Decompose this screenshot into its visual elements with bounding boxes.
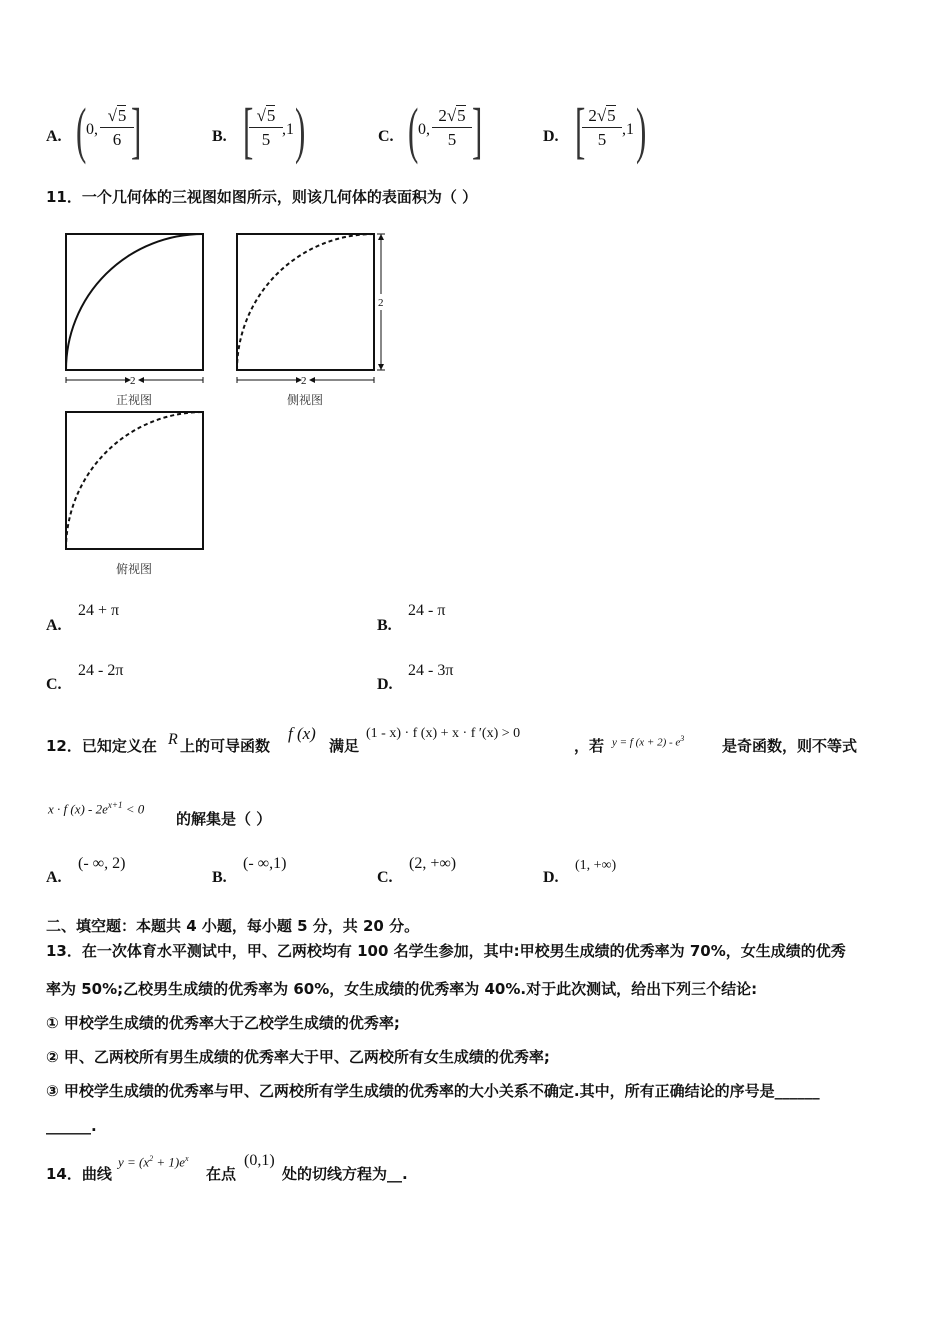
q10-d-coef: 2 (588, 106, 597, 125)
q12-t1: 上的可导函数 (180, 737, 271, 755)
side-view-dashed-arc (237, 234, 374, 370)
q14-t2: 在点 (206, 1165, 237, 1183)
q11-stem: 11．一个几何体的三视图如图所示，则该几何体的表面积为（ ） (46, 188, 478, 206)
q11-option-d-label: D. (377, 676, 393, 693)
right-paren: ) (636, 97, 647, 165)
q10-d-radicand: 5 (607, 106, 616, 125)
q12-option-c-label: C. (377, 869, 393, 886)
q10-c-fraction: $\frac{2√5}{5}$ (432, 106, 472, 150)
front-view-square (66, 234, 203, 370)
q12-option-d-value: (1, +∞) (575, 858, 617, 873)
q12-fx: f (x) (288, 724, 316, 743)
q11-option-c-value: 24 - 2π (78, 662, 124, 679)
q12-inequality: x · f $(x) - 2e^{x+1} < 0$ (48, 800, 145, 817)
q12-yfn: y = f $(x + 2) - e^3$ (612, 734, 685, 749)
q10-b-denominator: 5 (261, 130, 271, 149)
front-view-caption: 正视图 (116, 393, 153, 407)
q10-option-c-label: C. (378, 128, 394, 145)
top-view-caption: 俯视图 (116, 562, 153, 576)
side-view-square (237, 234, 374, 370)
q12-t3: ，若 (574, 737, 605, 755)
q12-option-c-value: (2, +∞) (409, 855, 457, 872)
q13-answer-blank: ______. (46, 1117, 97, 1135)
q12-t5: 的解集是（ ） (176, 810, 272, 828)
left-bracket: [ (575, 97, 586, 165)
q13-line2: 率为 50%;乙校男生成绩的优秀率为 60%，女生成绩的优秀率为 40%.对于此次测试，给出下列三个结论: (46, 980, 758, 998)
q12-option-b-label: B. (212, 869, 227, 886)
q11-option-d-value: 24 - 3π (408, 662, 454, 679)
q14-point: (0,1) (244, 1152, 275, 1169)
q11-option-c-label: C. (46, 676, 62, 693)
q12-R: R (168, 731, 178, 748)
q10-option-a-label: A. (46, 128, 62, 145)
q11-option-a-label: A. (46, 617, 62, 634)
q10-d-denominator: 5 (597, 130, 607, 149)
top-view-dashed-arc (66, 412, 203, 549)
left-paren: ( (76, 97, 87, 165)
side-dim-height-label: 2 (378, 297, 384, 309)
right-bracket: ] (131, 97, 142, 165)
q12-option-a-value: (- ∞, 2) (78, 855, 126, 872)
q10-c-coef: 2 (438, 106, 447, 125)
top-view-square (66, 412, 203, 549)
q12-t2: 满足 (329, 737, 360, 755)
q14-t1: 14．曲线 (46, 1165, 112, 1183)
q12-num: 12．已知定义在 (46, 737, 157, 755)
q10-a-denominator: 6 (112, 130, 122, 149)
q12-option-b-value: (- ∞,1) (243, 855, 287, 872)
q10-d-fraction: $\frac{2√5}{5}$ (582, 106, 622, 150)
side-dim-width-label: 2 (301, 375, 307, 387)
q14-curve: $y = (x^2 + 1)e^x$ (118, 1154, 189, 1170)
q11-option-a-value: 24 + π (78, 602, 120, 619)
q10-option-d-label: D. (543, 128, 559, 145)
q10-b-fraction: $\frac{√5}{5}$ (249, 106, 283, 150)
q10-d-suffix: ,1 (622, 121, 634, 138)
q12-option-d-label: D. (543, 869, 559, 886)
right-bracket: ] (472, 97, 483, 165)
q11-option-b-value: 24 - π (408, 602, 446, 619)
q12-condition: (1 - x) · f (x) + x · f ′(x) > 0 (366, 726, 521, 741)
q10-option-b-label: B. (212, 128, 227, 145)
q13-conclusion-2: ② 甲、乙两校所有男生成绩的优秀率大于甲、乙两校所有女生成绩的优秀率; (46, 1048, 550, 1066)
left-bracket: [ (243, 97, 254, 165)
q10-c-prefix: 0, (418, 121, 430, 138)
section-two-heading: 二、填空题：本题共 4 小题，每小题 5 分，共 20 分。 (46, 917, 420, 935)
q14-t3: 处的切线方程为__. (282, 1165, 408, 1183)
q10-a-prefix: 0, (86, 121, 98, 138)
q13-line1: 13．在一次体育水平测试中，甲、乙两校均有 100 名学生参加，其中:甲校男生成绩的优秀率为 70%，女生成绩的优秀 (46, 942, 846, 960)
q10-c-radicand: 5 (457, 106, 466, 125)
q10-a-radicand: 5 (117, 106, 127, 125)
q10-b-radicand: 5 (266, 106, 276, 125)
front-view-arc (66, 234, 203, 370)
q10-c-denominator: 5 (447, 130, 457, 149)
three-view-diagram (0, 0, 420, 590)
q13-conclusion-3: ③ 甲校学生成绩的优秀率与甲、乙两校所有学生成绩的优秀率的大小关系不确定.其中，所有正确结论的序号是______ (46, 1082, 820, 1100)
front-dim-label: 2 (130, 375, 136, 387)
q13-conclusion-1: ① 甲校学生成绩的优秀率大于乙校学生成绩的优秀率; (46, 1014, 400, 1032)
q12-option-a-label: A. (46, 869, 62, 886)
q10-b-suffix: ,1 (282, 121, 294, 138)
q10-a-fraction: $\frac{√5}{6}$ (100, 106, 134, 150)
q11-option-b-label: B. (377, 617, 392, 634)
q12-t4: 是奇函数，则不等式 (722, 737, 858, 755)
left-paren: ( (408, 97, 419, 165)
right-paren: ) (295, 97, 306, 165)
side-view-caption: 侧视图 (287, 393, 324, 407)
